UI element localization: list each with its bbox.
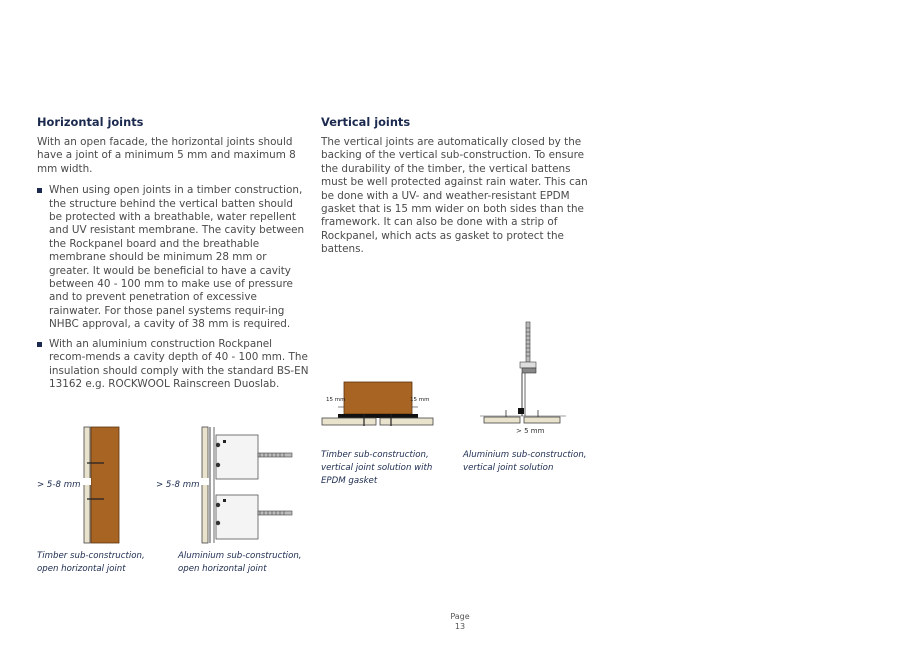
timber-open-caption: Timber sub-construction, open horizontal joint [37,551,145,574]
aluminium-vertical-gap-label: > 5 mm [516,427,545,435]
timber-open-joint-diagram [80,425,125,545]
horizontal-joints-list [37,184,309,391]
aluminium-open-gap-label: > 5-8 mm [156,480,200,490]
timber-vertical-joint-diagram [320,378,435,433]
vertical-joints-section [321,115,591,265]
timber-vertical-right-label: 15 mm [410,397,430,403]
horizontal-joints-heading: Horizontal joints [37,115,144,129]
timber-open-gap-label: > 5-8 mm [37,480,81,490]
timber-vertical-left-label: 15 mm [326,397,346,403]
vertical-joints-heading: Vertical joints [321,115,411,129]
page-label: Page [450,612,470,621]
vertical-joints-body: The vertical joints are automatically closed by the backing of the vertical sub-construction. To ensure the durability of the timber, the vertical battens must be well protected against rain water. This can be done with a UV- and weather-resistant EPDM gasket that is 15 mm wider on both sides than the framework. It can also be done with a strip of Rockpanel, which acts as gasket to protect the battens. [321,136,588,256]
horizontal-bullet-timber: When using open joints in a timber construction, the structure behind the vertical batten should be protected with a breathable, water repellent and UV resistant membrane. The cavity between the Rockpanel board and the breathable membrane should be minimum 28 mm or greater. It would be beneficial to have a cavity between 40 - 100 mm to make use of pressure and to prevent penetration of excessive rainwater. For those panel systems requir-ing NHBC approval, a cavity of 38 mm is required. [37,184,309,331]
horizontal-bullet-aluminium: With an aluminium construction Rockpanel recom-mends a cavity depth of 40 - 100 mm. The insulation should comply with the standard BS-EN 13162 e.g. ROCKWOOL Rainscreen Duoslab. [37,338,309,392]
timber-vertical-caption: Timber sub-construction, vertical joint solution with EPDM gasket [321,450,433,486]
page-number-value: 13 [454,622,466,631]
page-number [440,612,480,632]
horizontal-joints-intro: With an open facade, the horizontal joints should have a joint of a minimum 5 mm and maximum 8 mm width. [37,136,296,175]
aluminium-vertical-joint-diagram [478,318,568,433]
horizontal-joints-section [37,115,309,397]
aluminium-vertical-caption: Aluminium sub-construction, vertical joint solution [463,450,587,473]
aluminium-open-joint-diagram [198,425,298,545]
aluminium-open-caption: Aluminium sub-construction, open horizontal joint [178,551,302,574]
